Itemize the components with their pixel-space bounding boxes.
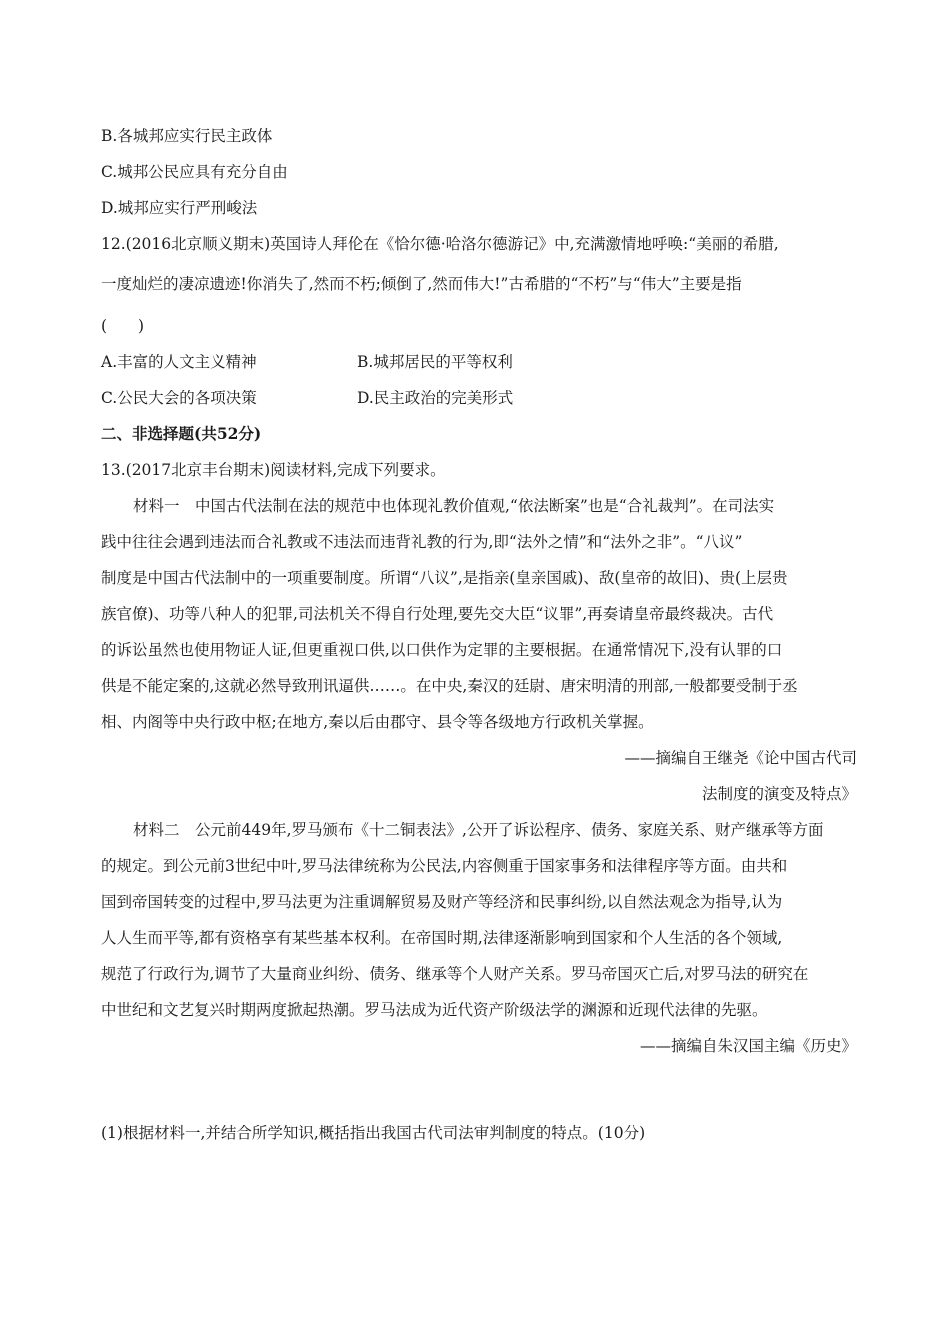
- material2-line: 中世纪和文艺复兴时期两度掀起热潮。罗马法成为近代资产阶级法学的渊源和近现代法律的先驱。: [101, 1001, 768, 1019]
- material2-line: 材料二 公元前449年,罗马颁布《十二铜表法》,公开了诉讼程序、债务、家庭关系、财产继承等方面: [133, 821, 824, 839]
- material1-line: 的诉讼虽然也使用物证人证,但更重视口供,以口供作为定罪的主要根据。在通常情况下,没有认罪的口: [101, 641, 783, 659]
- material1-line: 制度是中国古代法制中的一项重要制度。所谓“八议”,是指亲(皇亲国戚)、敌(皇帝的故旧)、贵(上层贵: [101, 569, 788, 587]
- section-heading: 二、非选择题(共52分): [101, 424, 262, 443]
- q11-option-d: D.城邦应实行严刑峻法: [101, 199, 258, 217]
- q12-answer-blank: ( ): [101, 317, 145, 335]
- material2-line: 的规定。到公元前3世纪中叶,罗马法律统称为公民法,内容侧重于国家事务和法律程序等方面。由共和: [101, 857, 788, 875]
- material2-source: ——摘编自朱汉国主编《历史》: [639, 1037, 857, 1055]
- material2-line: 规范了行政行为,调节了大量商业纠纷、债务、继承等个人财产关系。罗马帝国灭亡后,对罗马法的研究在: [101, 965, 809, 983]
- q12-options-row-2: [101, 387, 857, 409]
- q12-option-a: A.丰富的人文主义精神: [101, 353, 257, 371]
- material1-line: 族官僚)、功等八种人的犯罪,司法机关不得自行处理,要先交大臣“议罪”,再奏请皇帝最终裁决。古代: [101, 605, 774, 623]
- q12-option-c: C.公民大会的各项决策: [101, 389, 257, 407]
- q12-option-b: B.城邦居民的平等权利: [357, 353, 513, 371]
- q12-stem-line-1: 12.(2016北京顺义期末)英国诗人拜伦在《恰尔德·哈洛尔德游记》中,充满激情地呼唤:“美丽的希腊,: [101, 235, 779, 253]
- q12-stem-line-2: 一度灿烂的凄凉遗迹!你消失了,然而不朽;倾倒了,然而伟大!”古希腊的“不朽”与“伟大”主要是指: [101, 275, 742, 293]
- q12-options-row-1: [101, 351, 857, 373]
- material1-line: 材料一 中国古代法制在法的规范中也体现礼教价值观,“依法断案”也是“合礼裁判”。在司法实: [133, 497, 775, 515]
- q11-option-b: B.各城邦应实行民主政体: [101, 127, 273, 145]
- material1-line: 践中往往会遇到违法而合礼教或不违法而违背礼教的行为,即“法外之情”和“法外之非”。“八议”: [101, 533, 743, 551]
- q11-option-c: C.城邦公民应具有充分自由: [101, 163, 288, 181]
- q13-stem: 13.(2017北京丰台期末)阅读材料,完成下列要求。: [101, 461, 446, 479]
- material1-line: 供是不能定案的,这就必然导致刑讯逼供……。在中央,秦汉的廷尉、唐宋明清的刑部,一般都要受制于丞: [101, 677, 798, 695]
- material2-line: 国到帝国转变的过程中,罗马法更为注重调解贸易及财产等经济和民事纠纷,以自然法观念为指导,认为: [101, 893, 783, 911]
- material1-source-line-1: ——摘编自王继尧《论中国古代司: [624, 749, 857, 767]
- material1-source-line-2: 法制度的演变及特点》: [701, 785, 857, 803]
- material2-line: 人人生而平等,都有资格享有某些基本权利。在帝国时期,法律逐渐影响到国家和个人生活的各个领域,: [101, 929, 783, 947]
- q13-question-1: (1)根据材料一,并结合所学知识,概括指出我国古代司法审判制度的特点。(10分): [101, 1124, 646, 1142]
- q12-option-d: D.民主政治的完美形式: [357, 389, 514, 407]
- material1-line: 相、内阁等中央行政中枢;在地方,秦以后由郡守、县令等各级地方行政机关掌握。: [101, 713, 654, 731]
